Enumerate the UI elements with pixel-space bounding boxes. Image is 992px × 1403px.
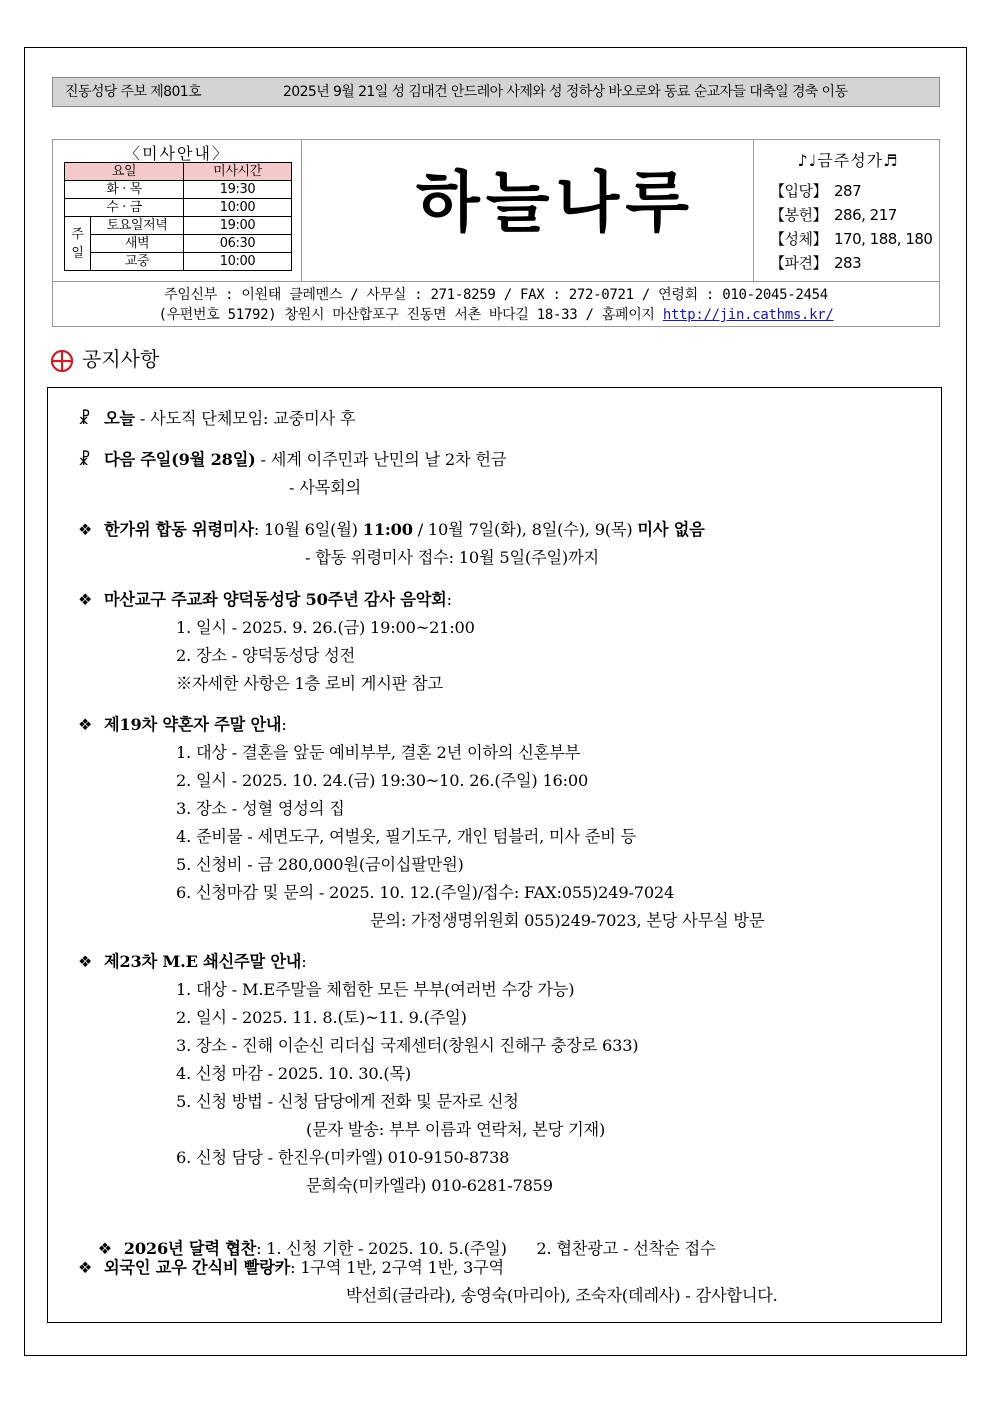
homepage-link[interactable]: http://jin.cathms.kr/ bbox=[662, 307, 834, 323]
notice-next-sunday bbox=[78, 449, 506, 471]
hymn-entrance bbox=[770, 180, 861, 201]
contact-line: 주임신부 : 이원태 클레멘스 / 사무실 : 271-8259 / FAX : 272-0721 / 연령회 : 010-2045-2454 bbox=[164, 287, 828, 303]
diamond-bullet-icon: ❖ bbox=[78, 590, 93, 609]
time-cell: 06:30 bbox=[184, 235, 292, 253]
list-item: 3. 장소 - 진해 이순신 리더십 국제센터(창원시 진해구 충장로 633) bbox=[176, 1036, 639, 1055]
bulletin-top-bar bbox=[52, 77, 940, 107]
notice-label: 한가위 합동 위령미사 bbox=[104, 520, 254, 539]
notice-text: : 1. 신청 기한 - 2025. 10. 5.(주일) 2. 협찬광고 - 선착순 접수 bbox=[256, 1239, 716, 1258]
notice-label: 제19차 약혼자 주말 안내 bbox=[104, 715, 282, 734]
notice-text: - 세계 이주민과 난민의 날 2차 헌금 bbox=[255, 450, 507, 469]
notice-snack-thanks: 박선희(글라라), 송영숙(마리아), 조숙자(데레사) - 감사합니다. bbox=[346, 1286, 778, 1305]
notice-label: 외국인 교우 간식비 빨랑카 bbox=[104, 1258, 291, 1277]
diamond-bullet-icon: ❖ bbox=[78, 520, 93, 539]
notice-no-mass: 미사 없음 bbox=[637, 520, 705, 539]
hymn-recessional bbox=[770, 252, 861, 273]
mass-schedule bbox=[53, 140, 302, 281]
mass-schedule-title: 〈미사안내〉 bbox=[124, 144, 230, 163]
list-item: 2. 장소 - 양덕동성당 성전 bbox=[176, 646, 356, 665]
chi-rho-icon: ☧ bbox=[78, 409, 91, 428]
table-row bbox=[65, 217, 292, 235]
hymn-communion bbox=[770, 228, 932, 249]
list-item: 4. 신청 마감 - 2025. 10. 30.(목) bbox=[176, 1064, 412, 1083]
sunday-label-cell bbox=[65, 217, 91, 271]
notice-label: 다음 주일(9월 28일) bbox=[104, 450, 256, 469]
notice-label: 오늘 bbox=[104, 409, 135, 428]
notices-heading bbox=[50, 344, 159, 374]
diamond-bullet-icon: ❖ bbox=[78, 1258, 93, 1277]
hymn-list-title: ♪♩금주성가♬ bbox=[797, 151, 899, 170]
notice-text: : 1구역 1반, 2구역 1반, 3구역 bbox=[290, 1258, 504, 1277]
day-cell: 화 · 목 bbox=[65, 181, 184, 199]
notice-me-weekend: ❖ 제23차 M.E 쇄신주말 안내: bbox=[78, 952, 307, 971]
list-item: 6. 신청마감 및 문의 - 2025. 10. 12.(주일)/접수: FAX:055)249-7024 bbox=[176, 883, 675, 902]
diamond-bullet-icon: ❖ bbox=[97, 1239, 113, 1258]
day-cell: 수 · 금 bbox=[65, 199, 184, 217]
notice-chuseok bbox=[78, 519, 705, 541]
list-item: 문의: 가정생명위원회 055)249-7023, 본당 사무실 방문 bbox=[370, 911, 765, 930]
list-item: 4. 준비물 - 세면도구, 여벌옷, 필기도구, 개인 텀블러, 미사 준비 등 bbox=[176, 827, 637, 846]
list-item: 5. 신청비 - 금 280,000원(금이십팔만원) bbox=[176, 855, 464, 874]
list-item: 6. 신청 담당 - 한진우(미카엘) 010-9150-8738 bbox=[176, 1148, 510, 1167]
list-item: 1. 일시 - 2025. 9. 26.(금) 19:00~21:00 bbox=[176, 618, 475, 637]
notice-today bbox=[78, 408, 355, 430]
hymn-label: 【입당】 bbox=[770, 182, 827, 200]
notice-time: 11:00 bbox=[362, 520, 413, 539]
list-item: 1. 대상 - 결혼을 앞둔 예비부부, 결혼 2년 이하의 신혼부부 bbox=[176, 743, 581, 762]
day-cell: 새벽 bbox=[91, 235, 184, 253]
notices-box bbox=[47, 387, 942, 1323]
bulletin-title: 하늘나루 bbox=[415, 164, 696, 241]
address-text: (우편번호 51792) 창원시 마산합포구 진동면 서촌 바다길 18-33 / 홈페이지 bbox=[158, 307, 655, 323]
diamond-bullet-icon: ❖ bbox=[78, 715, 93, 734]
table-row bbox=[65, 235, 292, 253]
bulletin-header bbox=[52, 139, 940, 327]
table-row bbox=[65, 253, 292, 271]
cross-circle-icon bbox=[50, 349, 74, 373]
list-item: 3. 장소 - 성혈 영성의 집 bbox=[176, 799, 345, 818]
time-cell: 19:00 bbox=[184, 217, 292, 235]
table-header-row bbox=[65, 163, 292, 181]
chi-rho-icon: ☧ bbox=[78, 450, 91, 469]
hymn-number: 287 bbox=[834, 182, 862, 200]
date-feast: 2025년 9월 21일 성 김대건 안드레아 사제와 성 정하상 바오로와 동료 순교자들 대축일 경축 이동 bbox=[283, 84, 848, 100]
bulletin-number: 진동성당 주보 제801호 bbox=[65, 84, 202, 100]
notice-text: - 사도직 단체모임: 교중미사 후 bbox=[134, 409, 356, 428]
list-item: 1. 대상 - M.E주말을 체험한 모든 부부(여러번 수강 가능) bbox=[176, 980, 575, 999]
mass-schedule-table bbox=[64, 162, 292, 271]
hymn-label: 【성체】 bbox=[770, 230, 827, 248]
contact-info bbox=[53, 281, 939, 325]
address-line bbox=[53, 305, 939, 325]
diamond-bullet-icon: ❖ bbox=[78, 952, 93, 971]
hymn-label: 【파견】 bbox=[770, 254, 827, 272]
sunday-label: 주일 bbox=[71, 226, 84, 261]
table-row bbox=[65, 199, 292, 217]
col-day-header: 요일 bbox=[65, 163, 184, 181]
notice-text: / 10월 7일(화), 8일(수), 9(목) bbox=[412, 520, 638, 539]
notice-snack bbox=[78, 1257, 504, 1279]
list-item: (문자 발송: 부부 이름과 연락처, 본당 기재) bbox=[306, 1120, 606, 1139]
col-time-header: 미사시간 bbox=[184, 163, 292, 181]
notice-next-sub: - 사목회의 bbox=[289, 478, 361, 497]
notice-label: 2026년 달력 협찬 bbox=[123, 1239, 257, 1258]
day-cell: 토요일저녁 bbox=[91, 217, 184, 235]
time-cell: 10:00 bbox=[184, 199, 292, 217]
table-row bbox=[65, 181, 292, 199]
notice-text: : 10월 6일(월) bbox=[253, 520, 363, 539]
notice-chuseok-sub: - 합동 위령미사 접수: 10월 5일(주일)까지 bbox=[305, 548, 599, 567]
hymn-number: 286, 217 bbox=[834, 206, 897, 224]
notice-label: 마산교구 주교좌 양덕동성당 50주년 감사 음악회 bbox=[104, 590, 447, 609]
time-cell: 19:30 bbox=[184, 181, 292, 199]
notice-label: 제23차 M.E 쇄신주말 안내 bbox=[104, 952, 302, 971]
notice-concert: ❖ 마산교구 주교좌 양덕동성당 50주년 감사 음악회: bbox=[78, 590, 452, 609]
day-cell: 교중 bbox=[91, 253, 184, 271]
list-item: 2. 일시 - 2025. 11. 8.(토)~11. 9.(주일) bbox=[176, 1008, 467, 1027]
list-item: ※자세한 사항은 1층 로비 게시판 참고 bbox=[176, 674, 443, 693]
hymn-list bbox=[753, 140, 942, 281]
hymn-offertory bbox=[770, 204, 897, 225]
list-item: 문희숙(미카엘라) 010-6281-7859 bbox=[306, 1176, 553, 1195]
hymn-number: 283 bbox=[834, 254, 862, 272]
list-item: 5. 신청 방법 - 신청 담당에게 전화 및 문자로 신청 bbox=[176, 1092, 519, 1111]
hymn-label: 【봉헌】 bbox=[770, 206, 827, 224]
time-cell: 10:00 bbox=[184, 253, 292, 271]
hymn-number: 170, 188, 180 bbox=[834, 230, 933, 248]
list-item: 2. 일시 - 2025. 10. 24.(금) 19:30~10. 26.(주일) 16:00 bbox=[176, 771, 589, 790]
notices-title: 공지사항 bbox=[82, 347, 160, 371]
notice-engaged: ❖ 제19차 약혼자 주말 안내: bbox=[78, 715, 287, 734]
